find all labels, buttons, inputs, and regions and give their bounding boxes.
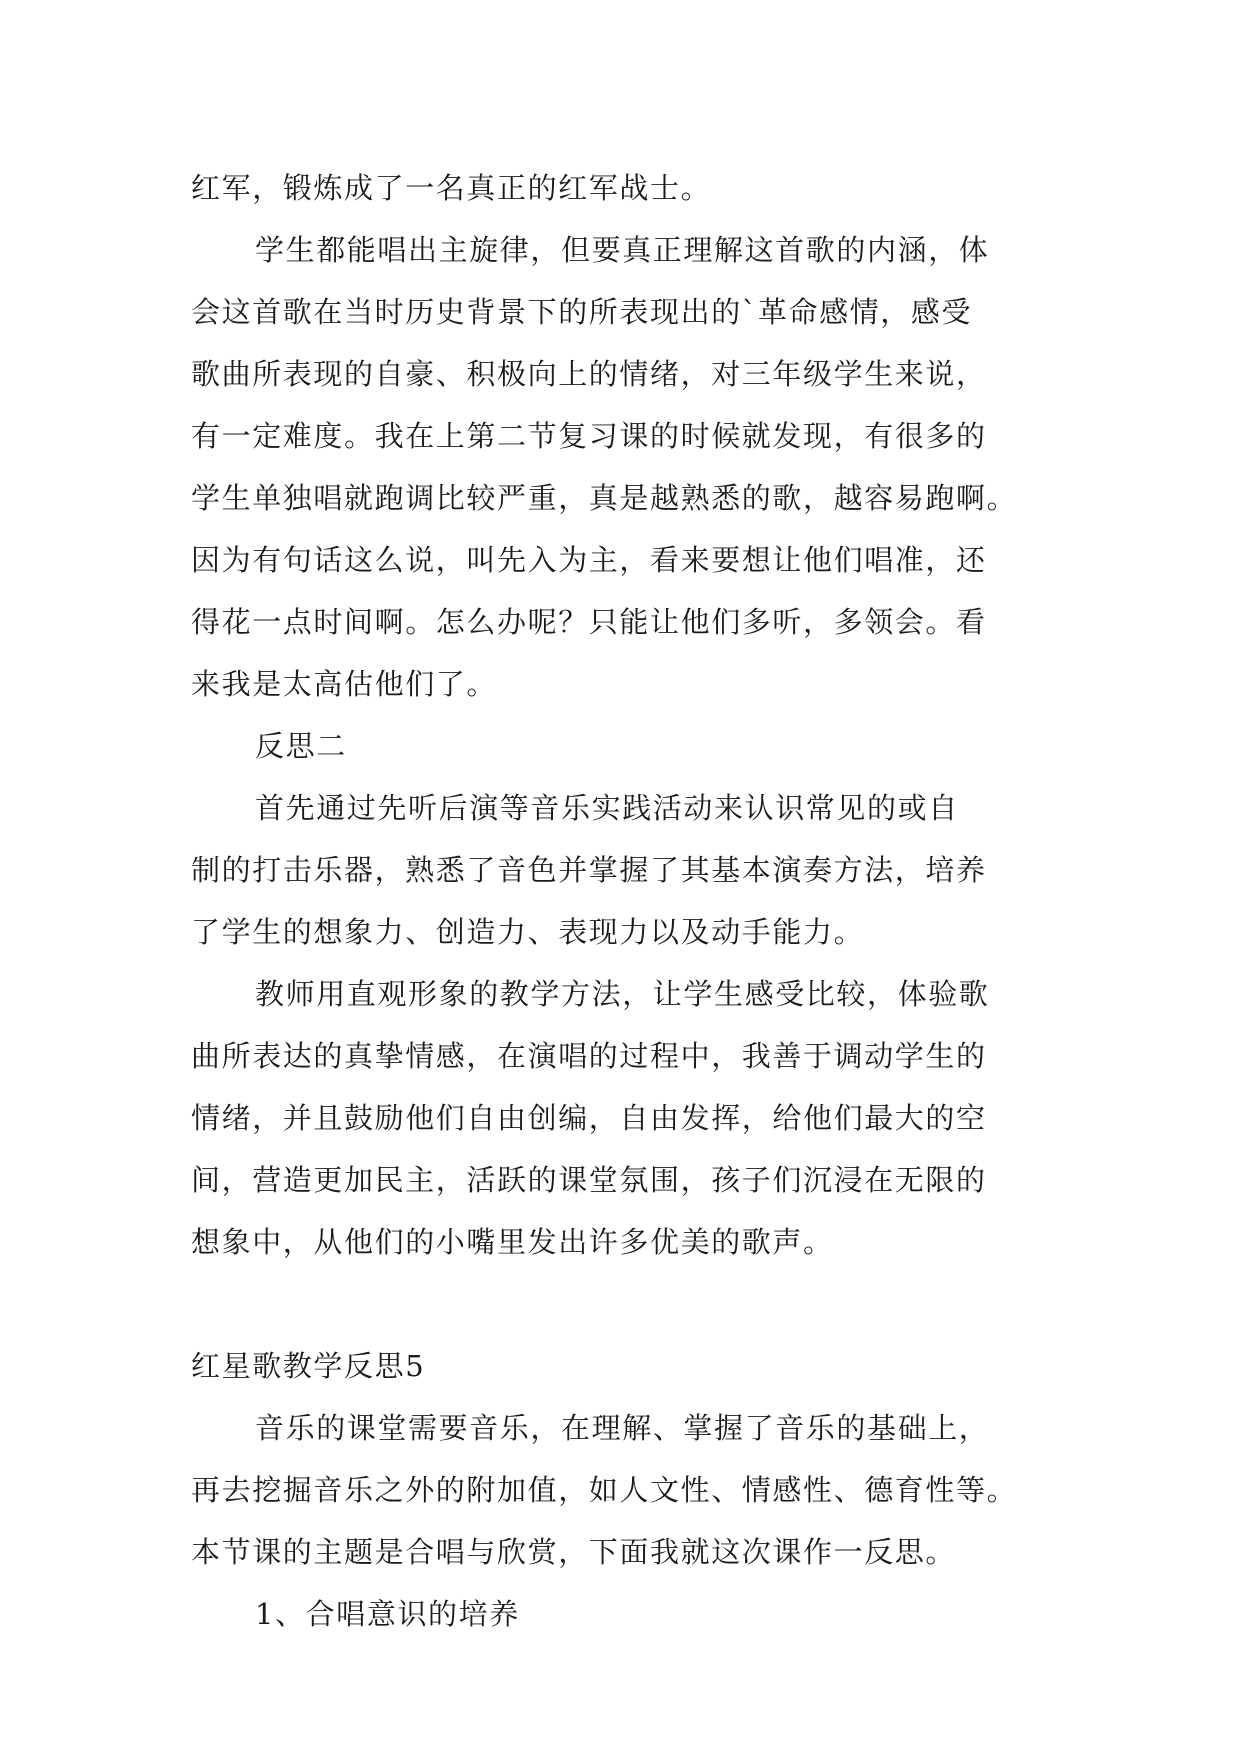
section-spacer (191, 1273, 1071, 1335)
paragraph-line: 了学生的想象力、创造力、表现力以及动手能力。 (191, 915, 865, 949)
paragraph-line: 首先通过先听后演等音乐实践活动来认识常见的或自 (255, 791, 959, 825)
section-heading: 反思二 (255, 729, 347, 763)
paragraph-line: 学生单独唱就跑调比较严重，真是越熟悉的歌，越容易跑啊。 (191, 481, 1018, 515)
paragraph-line: 想象中，从他们的小嘴里发出许多优美的歌声。 (191, 1225, 834, 1259)
paragraph-line: 歌曲所表现的自豪、积极向上的情绪，对三年级学生来说， (191, 357, 987, 391)
paragraph-line: 红军，锻炼成了一名真正的红军战士。 (191, 171, 712, 205)
paragraph-line: 教师用直观形象的教学方法，让学生感受比较，体验歌 (255, 977, 990, 1011)
list-item-heading: 1、合唱意识的培养 (255, 1597, 520, 1631)
paragraph-line: 再去挖掘音乐之外的附加值，如人文性、情感性、德育性等。 (191, 1473, 1018, 1507)
paragraph-line: 会这首歌在当时历史背景下的所表现出的`革命感情，感受 (191, 295, 973, 329)
paragraph-line: 得花一点时间啊。怎么办呢？只能让他们多听，多领会。看 (191, 605, 987, 639)
paragraph-line: 本节课的主题是合唱与欣赏，下面我就这次课作一反思。 (191, 1535, 957, 1569)
document-body (191, 157, 1071, 1645)
paragraph-line: 间，营造更加民主，活跃的课堂氛围，孩子们沉浸在无限的 (191, 1163, 987, 1197)
paragraph-line: 学生都能唱出主旋律，但要真正理解这首歌的内涵，体 (255, 233, 990, 267)
paragraph-line: 因为有句话这么说，叫先入为主，看来要想让他们唱准，还 (191, 543, 987, 577)
paragraph-line: 情绪，并且鼓励他们自由创编，自由发挥，给他们最大的空 (191, 1101, 987, 1135)
paragraph-line: 来我是太高估他们了。 (191, 667, 498, 701)
paragraph-line: 曲所表达的真挚情感，在演唱的过程中，我善于调动学生的 (191, 1039, 987, 1073)
paragraph-line: 制的打击乐器，熟悉了音色并掌握了其基本演奏方法，培养 (191, 853, 987, 887)
paragraph-line: 音乐的课堂需要音乐，在理解、掌握了音乐的基础上， (255, 1411, 990, 1445)
section-title: 红星歌教学反思5 (191, 1349, 426, 1383)
paragraph-line: 有一定难度。我在上第二节复习课的时候就发现，有很多的 (191, 419, 987, 453)
